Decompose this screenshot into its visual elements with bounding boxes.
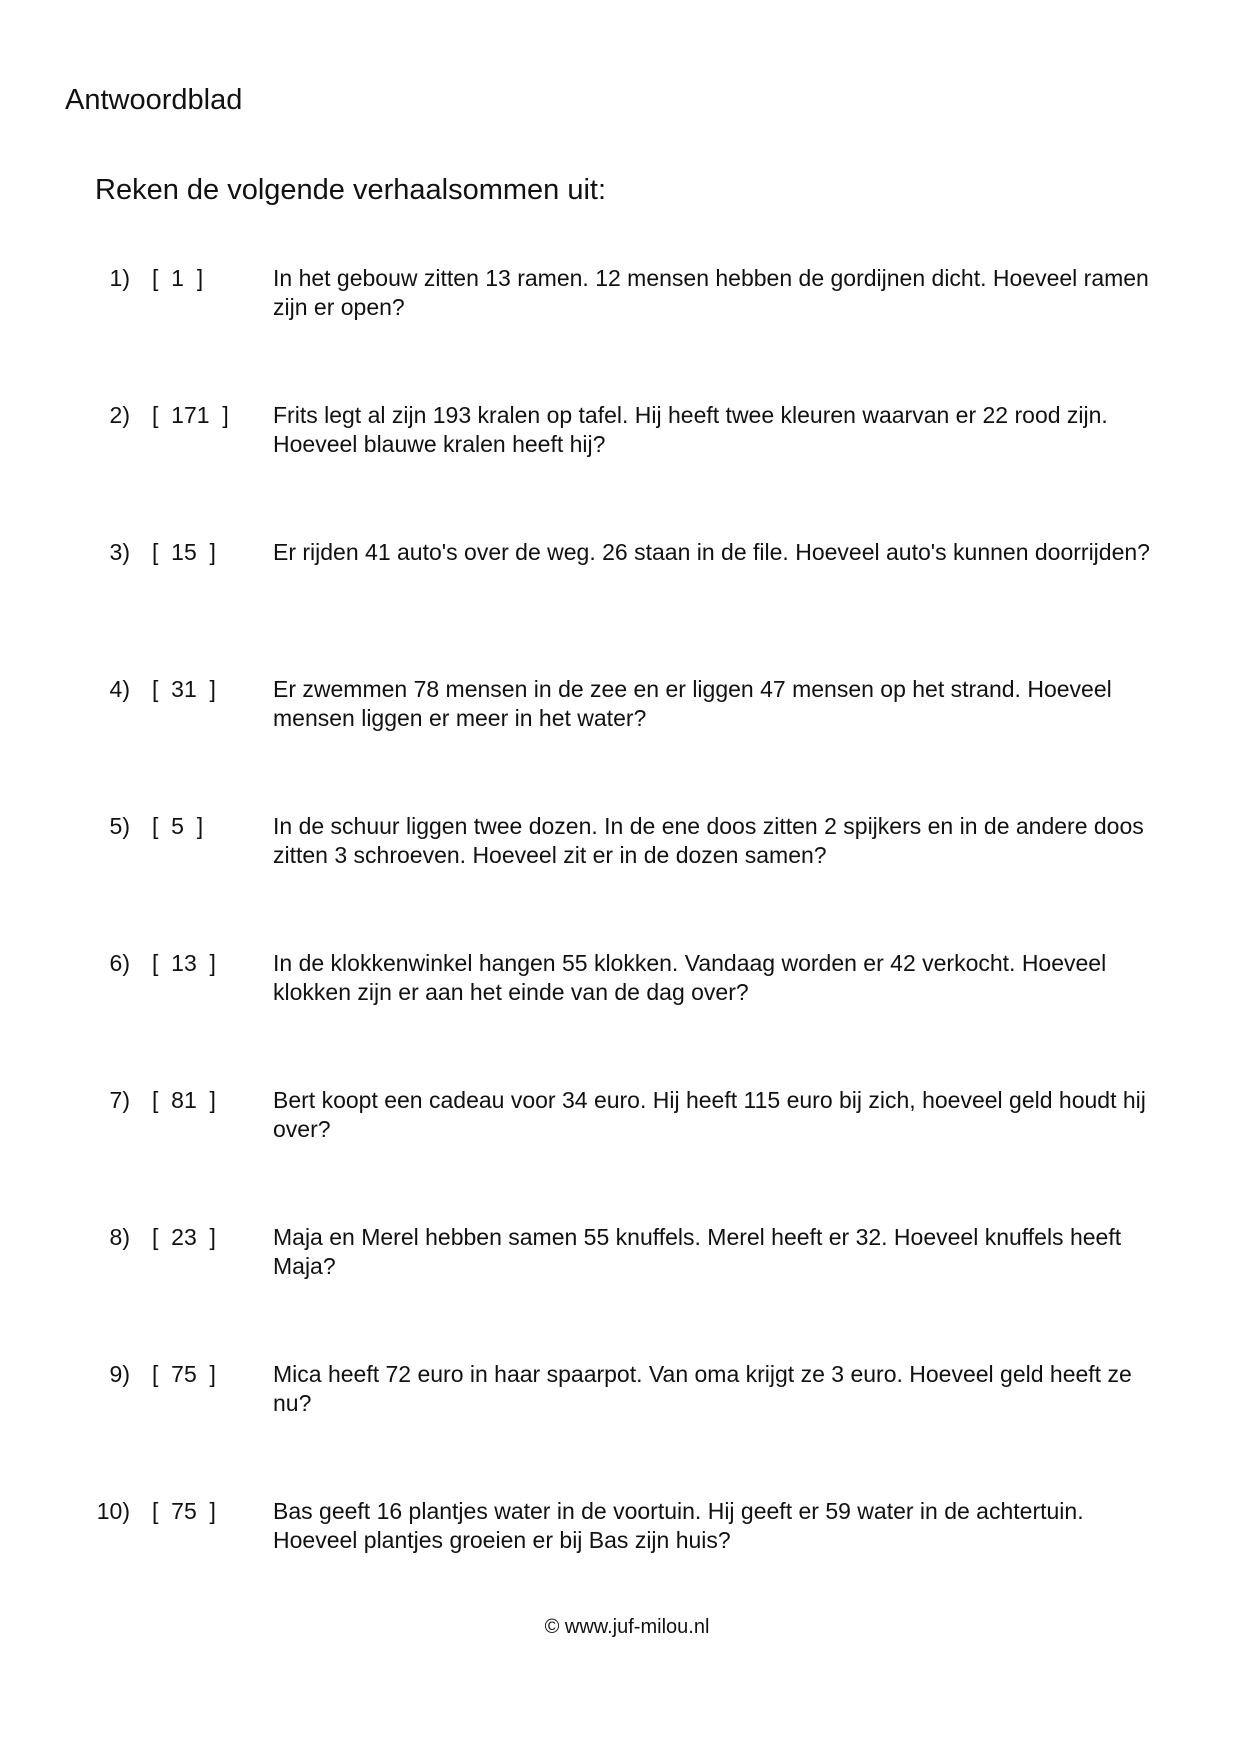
item-number: 7) bbox=[109, 1087, 130, 1113]
item-number: 10) bbox=[96, 1498, 130, 1524]
item-answer: [ 15 ] bbox=[152, 539, 216, 565]
list-item bbox=[0, 1223, 1240, 1360]
item-answer: [ 5 ] bbox=[152, 813, 204, 839]
item-number: 4) bbox=[109, 676, 130, 702]
list-item bbox=[0, 1086, 1240, 1223]
item-question: In het gebouw zitten 13 ramen. 12 mensen hebben de gordijnen dicht. Hoeveel ramen zijn er open? bbox=[273, 265, 1149, 320]
list-item bbox=[0, 675, 1240, 812]
list-item bbox=[0, 1497, 1240, 1634]
list-item bbox=[0, 401, 1240, 538]
footer-copyright: © www.juf-milou.nl bbox=[544, 1616, 710, 1638]
list-item bbox=[0, 1360, 1240, 1497]
list-item bbox=[0, 264, 1240, 401]
instruction-heading: Reken de volgende verhaalsommen uit: bbox=[95, 174, 607, 206]
item-answer: [ 13 ] bbox=[152, 950, 216, 976]
page-title: Antwoordblad bbox=[65, 84, 243, 116]
item-question: In de schuur liggen twee dozen. In de ene doos zitten 2 spijkers en in de andere doos zitten 3 schroeven. Hoeveel zit er in de dozen samen? bbox=[273, 813, 1144, 868]
item-answer: [ 171 ] bbox=[152, 402, 229, 428]
item-answer: [ 1 ] bbox=[152, 265, 204, 291]
item-answer: [ 81 ] bbox=[152, 1087, 216, 1113]
item-question: Bas geeft 16 plantjes water in de voortuin. Hij geeft er 59 water in de achtertuin. Hoeveel plantjes groeien er bij Bas zijn huis? bbox=[273, 1498, 1084, 1553]
item-answer: [ 75 ] bbox=[152, 1498, 216, 1524]
list-item bbox=[0, 812, 1240, 949]
item-number: 2) bbox=[109, 402, 130, 428]
question-list bbox=[0, 264, 1240, 1634]
item-question: Maja en Merel hebben samen 55 knuffels. Merel heeft er 32. Hoeveel knuffels heeft Maja? bbox=[273, 1224, 1122, 1279]
item-number: 9) bbox=[109, 1361, 130, 1387]
item-question: Frits legt al zijn 193 kralen op tafel. Hij heeft twee kleuren waarvan er 22 rood zijn. Hoeveel blauwe kralen heeft hij? bbox=[273, 402, 1108, 457]
list-item bbox=[0, 538, 1240, 675]
item-question: In de klokkenwinkel hangen 55 klokken. Vandaag worden er 42 verkocht. Hoeveel klokken zijn er aan het einde van de dag over? bbox=[273, 950, 1107, 1005]
item-question: Er zwemmen 78 mensen in de zee en er liggen 47 mensen op het strand. Hoeveel mensen liggen er meer in het water? bbox=[273, 676, 1112, 731]
item-number: 8) bbox=[109, 1224, 130, 1250]
item-question: Mica heeft 72 euro in haar spaarpot. Van oma krijgt ze 3 euro. Hoeveel geld heeft ze nu? bbox=[273, 1361, 1132, 1416]
item-answer: [ 75 ] bbox=[152, 1361, 216, 1387]
list-item bbox=[0, 949, 1240, 1086]
item-number: 5) bbox=[109, 813, 130, 839]
item-answer: [ 31 ] bbox=[152, 676, 216, 702]
item-number: 6) bbox=[109, 950, 130, 976]
item-number: 3) bbox=[109, 539, 130, 565]
item-number: 1) bbox=[109, 265, 130, 291]
item-question: Er rijden 41 auto's over de weg. 26 staan in de file. Hoeveel auto's kunnen doorrijden? bbox=[273, 539, 1150, 565]
item-answer: [ 23 ] bbox=[152, 1224, 216, 1250]
item-question: Bert koopt een cadeau voor 34 euro. Hij heeft 115 euro bij zich, hoeveel geld houdt hij over? bbox=[273, 1087, 1146, 1142]
